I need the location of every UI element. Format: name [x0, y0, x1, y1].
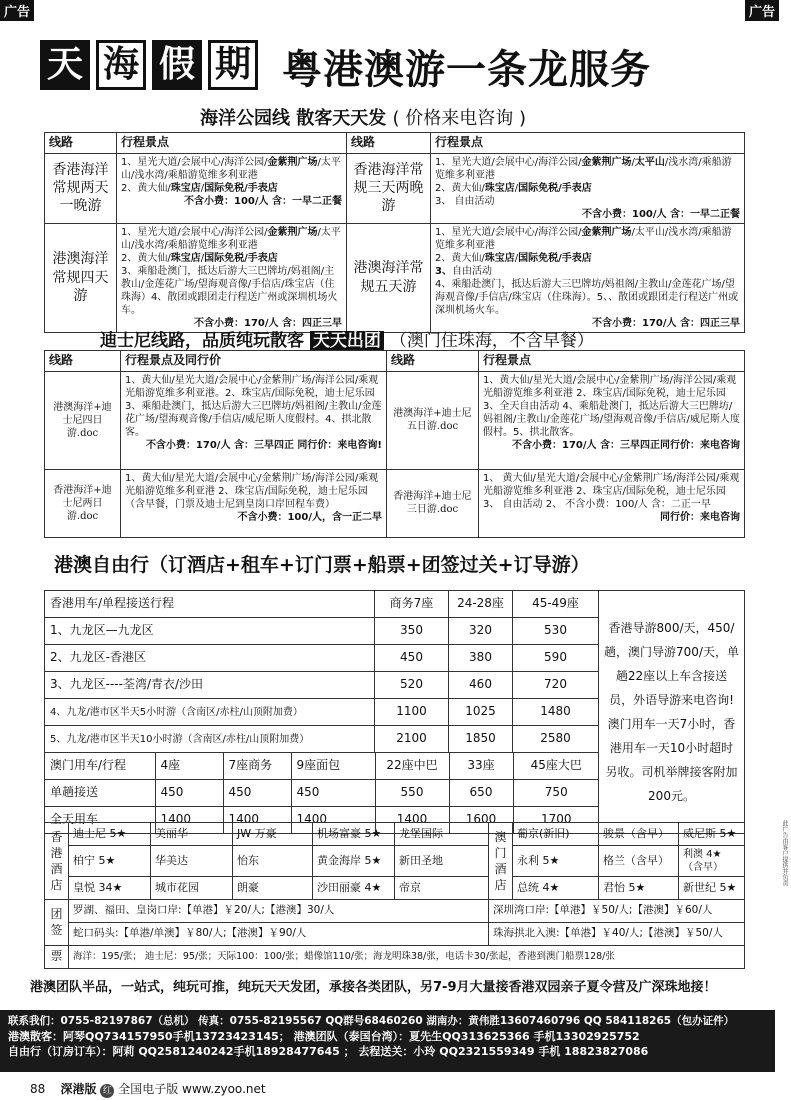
disney-title-b: 天天出团	[310, 331, 384, 351]
disney-route-detail: 1、黄大仙/星光大道/会展中心/金紫荆广场/海洋公园/乘观光船游览维多利亚港 2、珠宝店/国际免税，迪士尼乐园（含早餐，门票及迪士尼到皇岗口岸回程车费） 不含小费：100/人，含一正二早	[121, 469, 387, 537]
visa-item: 蛇口码头:【单港/单澳】￥80/人;【港澳】￥90/人	[69, 923, 489, 946]
disney-route-detail: 1、黄大仙/星光大道/会展中心/金紫荆广场/海洋公园/乘观光船游览维多利亚港。2、珠宝店/国际免税，迪士尼乐园 3、乘船赴澳门，抵达后游大三巴牌坊/妈祖阁/主教山/金莲花广场/望海观音像/手信店/威尼斯人度假村。4、拱北散客。 不含小费：170/人 含：三早四正 同行价：来电咨询!	[121, 371, 387, 469]
ocean-route-price: 不含小费：170/人 含：四正三早	[193, 317, 342, 329]
ocean-route-name: 香港海洋常规三天两晚游	[347, 153, 431, 223]
disney-route-name: 香港海洋+迪士尼两日游.doc	[45, 469, 121, 537]
hotel-name: 新田圣地	[395, 846, 489, 877]
macau-price: 1700	[513, 807, 599, 834]
hotel-name: 皇悦 34★	[69, 877, 151, 900]
macau-row-label: 单趟接送	[45, 780, 155, 807]
contact-line: 联系我们：0755-82197867（总机） 传真：0755-82195567 QQ群号68460260 湖南办：黄伟胜13607460796 QQ 584118265（包办证件）	[8, 1015, 735, 1027]
hotel-name: 格兰（含早）	[599, 846, 679, 877]
mo-hotel-label: 澳门酒店	[489, 823, 513, 900]
hotel-name: 永利 5★	[513, 846, 599, 877]
ocean-route-price: 不含小费：100/人 含：一早二正餐	[183, 195, 342, 207]
macau-head: 4座	[155, 753, 223, 780]
edition-badge-icon: 红	[100, 1084, 114, 1098]
disney-header-route: 线路	[45, 351, 121, 372]
macau-price: 1600	[449, 807, 513, 834]
car-price: 1100	[375, 699, 449, 726]
macau-head: 9座面包	[291, 753, 375, 780]
ocean-header-spots-2: 行程景点	[431, 133, 745, 154]
macau-price: 450	[223, 780, 291, 807]
car-price: 2100	[375, 726, 449, 753]
car-row-label: 5、九龙/港市区半天10小时游（含南区/赤柱/山顶附加费）	[45, 726, 375, 753]
contact-line: 自由行（订房订车）：阿莉 QQ2581240242手机18928477645 ； 去程送关：小玲 QQ2321559349 手机 18823827086	[8, 1045, 649, 1058]
ocean-route-detail: 1、星光大道/会展中心/海洋公园/金紫荆广场/太平山/浅水湾/乘船游览维多利亚港 2、黄大仙/珠宝店/国际免税/手表店 3、乘船赴澳门，抵达后游大三巴牌坊/妈祖阁/主教山/金莲花广场/望海观音像/手信店/珠宝店（住珠海）4、散团或跟团走行程送广州或深圳机场火车。 不含小费：170/人 含：四正三早	[117, 223, 347, 332]
ocean-header-spots: 行程景点	[117, 133, 347, 154]
macau-price: 550	[375, 780, 449, 807]
hotel-name: 帝京	[395, 877, 489, 900]
car-row-label: 1、九龙区—九龙区	[45, 618, 375, 645]
car-price: 530	[513, 618, 599, 645]
ad-tag-right: 广告	[745, 0, 779, 21]
page-number: 88	[30, 1082, 46, 1096]
disney-route-detail: 1、 黄大仙/星光大道/会展中心/金紫荆广场/海洋公园/乘观光船游览维多利亚港 2、珠宝店/国际免税，迪士尼乐园3、 自由活动 2、 不含小费：100/人 含：二正一早 同行价：来电咨询	[479, 469, 745, 537]
ocean-header-route: 线路	[45, 133, 117, 154]
ad-tag-left: 广告	[0, 0, 34, 21]
macau-head: 澳门用车/行程	[45, 753, 155, 780]
disney-route-price: 同行价：来电咨询	[660, 511, 740, 523]
hotel-name: 君怡 5★	[599, 877, 679, 900]
ocean-header-route-2: 线路	[347, 133, 431, 154]
brand-char-4: 期	[208, 40, 258, 90]
car-price: 320	[449, 618, 513, 645]
brand-char-3: 假	[152, 40, 202, 90]
macau-head: 33座	[449, 753, 513, 780]
disney-header-spots-b: 行程景点	[479, 351, 745, 372]
hotel-name: 利澳 4★（含早）	[679, 846, 745, 877]
macau-price: 750	[513, 780, 599, 807]
ocean-route-price: 不含小费：100/人 含：一早二正餐	[581, 208, 740, 220]
ocean-table	[44, 132, 745, 333]
macau-price: 1400	[375, 807, 449, 834]
ticket-info: 海洋：195/张； 迪士尼：95/张；天际100：100/张；蜡像馆110/张；海龙明珠38/张，电话卡30/张起，香港到澳门船票128/张	[69, 946, 745, 969]
visa-item: 罗湖、福田、皇岗口岸:【单港】￥20/人;【港澳】30/人	[69, 900, 489, 923]
hotel-name: 龙堡国际	[395, 823, 489, 846]
hotel-name: 柏宁 5★	[69, 846, 151, 877]
hotel-name: 机场富豪 5★	[313, 823, 395, 846]
car-row-label: 3、九龙区----荃湾/青衣/沙田	[45, 672, 375, 699]
ticket-label: 票	[45, 946, 69, 969]
hotel-name: JW 万豪	[233, 823, 313, 846]
hotel-name: 骏景（含早）	[599, 823, 679, 846]
ocean-route-name: 香港海洋常规两天一晚游	[45, 153, 117, 223]
car-row-label: 4、九龙/港市区半天5小时游（含南区/赤柱/山顶附加费）	[45, 699, 375, 726]
ocean-title-bold: 海洋公园线 散客天天发	[200, 108, 387, 129]
guide-info: 香港导游800/天，450/趟，澳门导游700/天，单趟22座以上车含接送员，外语导游来电咨询!澳门用车一天7小时，香港用车一天10小时超时另收。司机举牌接客附加200元。	[599, 591, 745, 834]
site-url[interactable]: 全国电子版 www.zyoo.net	[118, 1082, 266, 1096]
disney-title	[100, 326, 594, 351]
brand-slogan: 粤港澳游一条龙服务	[282, 47, 651, 93]
hotel-name: 怡东	[233, 846, 313, 877]
hk-hotel-label: 香港酒店	[45, 823, 69, 900]
brand-char-1: 天	[40, 40, 90, 90]
ocean-route-name: 港澳海洋常规四天游	[45, 223, 117, 332]
car-price: 380	[449, 645, 513, 672]
disney-route-name: 港澳海洋+迪士尼四日游.doc	[45, 371, 121, 469]
ocean-route-detail: 1、星光大道/会展中心/海洋公园/金紫荆广场/太平山/浅水湾/乘船游览维多利亚港 2、黄大仙/珠宝店/国际免税/手表店 3、自由活动 4、乘船赴澳门，抵达后游大三巴牌坊/妈祖阁/主教山/金莲花广场/望海观音像/手信店/珠宝店（住珠海）。5、、散团或跟团走行程送广州或深圳机场火车。 不含小费：170/人 含：四正三早	[431, 223, 745, 332]
free-title: 港澳自由行（订酒店+租车+订门票+船票+团签过关+订导游）	[54, 554, 590, 576]
macau-price: 650	[449, 780, 513, 807]
disney-title-c: （澳门住珠海，不含早餐）	[389, 331, 594, 351]
hotel-name: 沙田丽豪 4★	[313, 877, 395, 900]
macau-price: 1400	[223, 807, 291, 834]
hotel-name: 新世纪 5★	[679, 877, 745, 900]
ocean-title	[200, 104, 526, 130]
edition: 深港版	[60, 1082, 97, 1096]
car-row-label: 2、九龙区-香港区	[45, 645, 375, 672]
ocean-route-name: 港澳海洋常规五天游	[347, 223, 431, 332]
hotel-name: 威尼斯 5★	[679, 823, 745, 846]
side-print: 此广告由客户提供并负责	[781, 820, 788, 886]
macau-head: 7座商务	[223, 753, 291, 780]
visa-item: 深圳湾口岸:【单港】￥50/人;【港澳】￥60/人	[489, 900, 745, 923]
hotel-name: 朗豪	[233, 877, 313, 900]
hotel-name: 美丽华	[151, 823, 233, 846]
hotel-table	[44, 822, 745, 969]
macau-head: 22座中巴	[375, 753, 449, 780]
car-price: 460	[449, 672, 513, 699]
car-header-route: 香港用车/单程接送行程	[45, 591, 375, 618]
hotel-name: 城市花园	[151, 877, 233, 900]
macau-price: 1400	[155, 807, 223, 834]
hotel-name: 华美达	[151, 846, 233, 877]
car-price: 1025	[449, 699, 513, 726]
macau-head: 45座大巴	[513, 753, 599, 780]
macau-car-table	[45, 753, 599, 833]
disney-table	[44, 350, 745, 538]
contact-line: 港澳散客：阿琴QQ734157950手机13723423145； 港澳团队（泰国台湾）：夏先生QQ313625366 手机13302925752	[8, 1030, 640, 1043]
car-price: 450	[375, 645, 449, 672]
page-footer	[30, 1080, 266, 1098]
car-header-24: 24-28座	[449, 591, 513, 618]
macau-row-label: 全天用车	[45, 807, 155, 834]
macau-price: 450	[155, 780, 223, 807]
ocean-title-note: ( 价格来电咨询 )	[392, 108, 527, 129]
hotel-name: 黄金海岸 5★	[313, 846, 395, 877]
car-price: 590	[513, 645, 599, 672]
hotel-name: 葡京(新旧)	[513, 823, 599, 846]
disney-route-name: 香港海洋+迪士尼三日游.doc	[387, 469, 479, 537]
ocean-route-detail: 1、星光大道/会展中心/海洋公园/金紫荆广场/太平山/浅水湾/乘船游览维多利亚港 2、黄大仙/珠宝店/国际免税/手表店 不含小费：100/人 含：一早二正餐	[117, 153, 347, 223]
hotel-name: 总统 4★	[513, 877, 599, 900]
disney-header-route-2: 线路	[387, 351, 479, 372]
car-price: 2580	[513, 726, 599, 753]
ocean-route-detail: 1、星光大道/会展中心/海洋公园/金紫荆广场/太平山/浅水湾/乘船游览维多利亚港 2、黄大仙/珠宝店/国际免税/手表店 3、 自由活动 不含小费：100/人 含：一早二正餐	[431, 153, 745, 223]
car-header-45: 45-49座	[513, 591, 599, 618]
macau-price: 1400	[291, 807, 375, 834]
car-price: 1850	[449, 726, 513, 753]
disney-route-price: 不含小费：100/人，含一正二早	[237, 511, 382, 523]
hotel-name: 迪士尼 5★	[69, 823, 151, 846]
visa-item: 珠海拱北入澳:【单港】￥40/人;【港澳】￥50/人	[489, 923, 745, 946]
car-rental-table	[44, 590, 745, 834]
disney-title-a: 迪士尼线路，品质纯玩散客	[100, 331, 304, 351]
team-note: 港澳团队半品，一站式，纯玩可推，纯玩天天发团，承接各类团队，另7-9月大量接香港双园亲子夏令营及广深珠地接！	[30, 980, 717, 995]
disney-header-spots-a: 行程景点及同行价	[121, 351, 387, 372]
visa-label: 团签	[45, 900, 69, 946]
disney-route-price: 不含小费：170/人 含：三早四正同行价：来电咨询	[511, 439, 740, 451]
car-price: 720	[513, 672, 599, 699]
ocean-route-price: 不含小费：170/人 含：四正三早	[591, 317, 740, 329]
disney-route-price: 不含小费：170/人 含：三早四正 同行价：来电咨询!	[145, 439, 382, 451]
car-price: 520	[375, 672, 449, 699]
contact-bar	[0, 1010, 775, 1072]
car-price: 1480	[513, 699, 599, 726]
car-header-7: 商务7座	[375, 591, 449, 618]
disney-route-detail: 1、黄大仙/星光大道/会展中心/金紫荆广场/海洋公园/乘观光船游览维多利亚港 2、珠宝店/国际免税，迪士尼乐园 3、全天自由活动 4、乘船赴澳门，抵达后游大三巴牌坊/妈祖阁/主教山/金莲花广场/望海观音像/手信店/威尼斯人度假村。5、拱北散客。 不含小费：170/人 含：三早四正同行价：来电咨询	[479, 371, 745, 469]
disney-route-name: 港澳海洋+迪士尼五日游.doc	[387, 371, 479, 469]
macau-price: 450	[291, 780, 375, 807]
brand-char-2: 海	[96, 40, 146, 90]
car-price: 350	[375, 618, 449, 645]
